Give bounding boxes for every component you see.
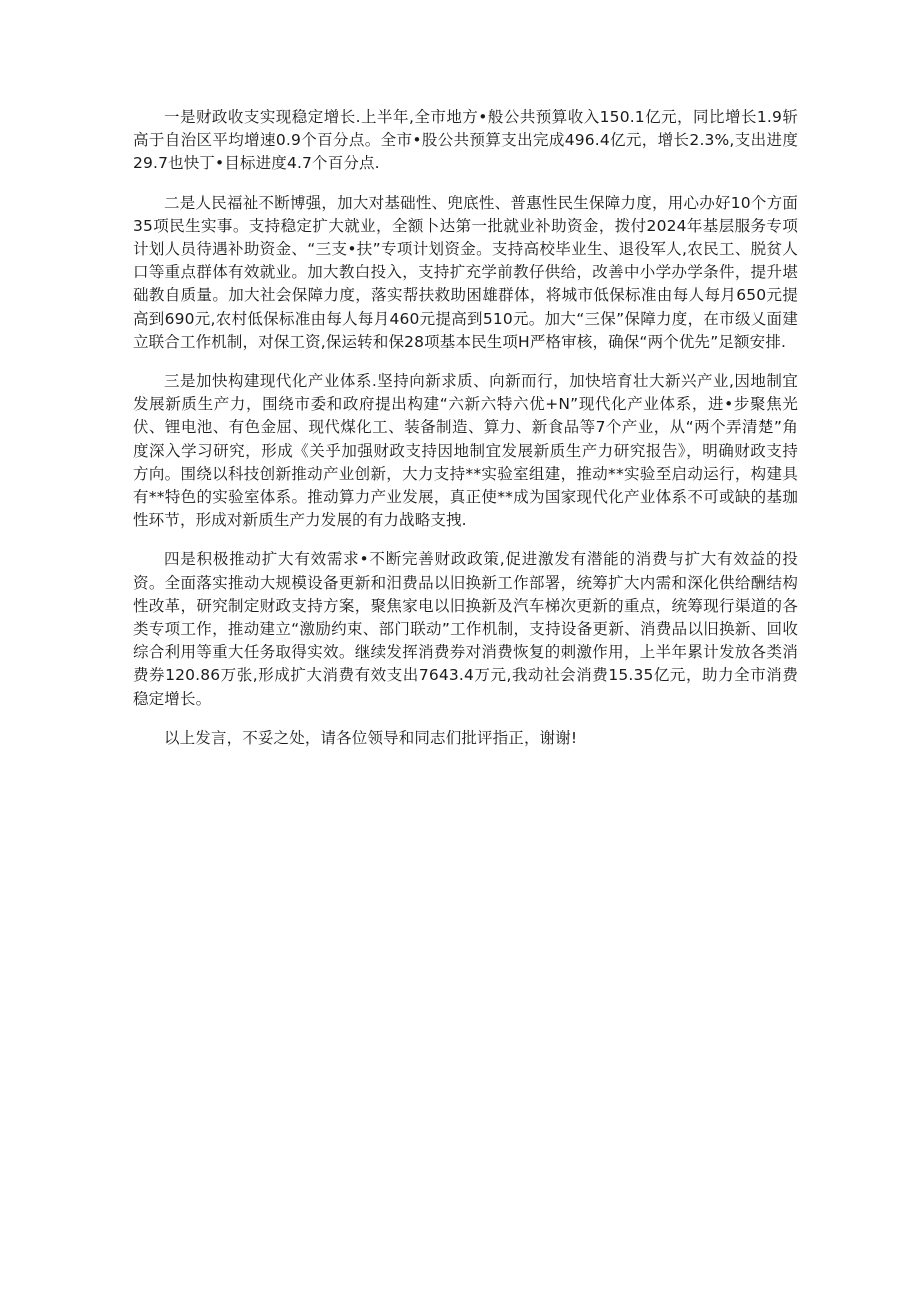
paragraph-effective-demand: 四是积极推动扩大有效需求•不断完善财政政策,促进激发有潜能的消费与扩大有效益的投资。全面落实推动大规模设备更新和汨费品以旧换新工作部署，统筹扩大内需和深化供给酬结构性改革，研究制定财政支持方案，聚焦家电以旧换新及汽车梯次更新的重点，统筹现行渠道的各类专项工作，推动建立“激励约束、部门联动”工作机制，支持设备更新、消费品以旧换新、回收综合利用等重大任务取得实效。继续发挥消费券对消费恢复的刺激作用，上半年累计发放各类消费券120.86万张,形成扩大消费有效支出7643.4万元,我动社会消费15.35亿元，助力全市消费稳定增长。 — [133, 550, 798, 708]
paragraph-fiscal-revenue: 一是财政收支实现稳定增长.上半年,全市地方•般公共预算收入150.1亿元，同比增长1.9斩高于自治区平均增速0.9个百分点。全市•股公共预算支出完成496.4亿元，增长2.3%,支出进度29.7也快丁•目标进度4.7个百分点. — [133, 108, 798, 173]
paragraph-closing: 以上发言，不妥之处，请各位领导和同志们批评指正，谢谢! — [164, 728, 578, 747]
document-body — [133, 106, 798, 766]
paragraph-people-welfare: 二是人民福祉不断博强，加大对基础性、兜底性、普惠性民生保障力度，用心办好10个方面35项民生实事。支持稳定扩大就业，全额卜达第一批就业补助资金，拨付2024年基层服务专项计划人员待遇补助资金、“三支•扶”专项计划资金。支持高校毕业生、退役军人,农民工、脱贫人口等重点群体有效就业。加大教白投入，支持扩充学前教仔供给，改善中小学办学条件，提升堪础教自质量。加大社会保障力度，落实帮扶救助困雄群体，将城市低保标准由每人每月650元提高到690元,农村低保标准由每人每月460元提高到510元。加大“三保”保障力度，在市级乂面建立联合工作机制，对保工资,保运转和保28项基本民生项H严格审核，确保“两个优先”足额安排. — [133, 193, 798, 351]
paragraph-industry-system: 三是加快构建现代化产业体系.坚持向新求质、向新而行，加快培育壮大新兴产业,因地制宜发展新质生产力，围绕市委和政府提出构建“六新六特六优+N”现代化产业体系，进•步聚焦光伏、锂电池、有色金屈、现代煤化工、装备制造、算力、新食品等7个产业，从“两个弄清楚”角度深入学习研究，形成《关乎加强财政支持因地制宜发展新质生产力研究报告》，明确财政支持方向。围绕以科技创新推动产业创新，大力支持**实验室组建，推动**实验至启动运行，构建具有**特色的实验室体系。推动算力产业发展，真正使**成为国家现代化产业体系不可或缺的基珈性环节，形成对新质生产力发展的有力战略支拽. — [133, 372, 798, 530]
